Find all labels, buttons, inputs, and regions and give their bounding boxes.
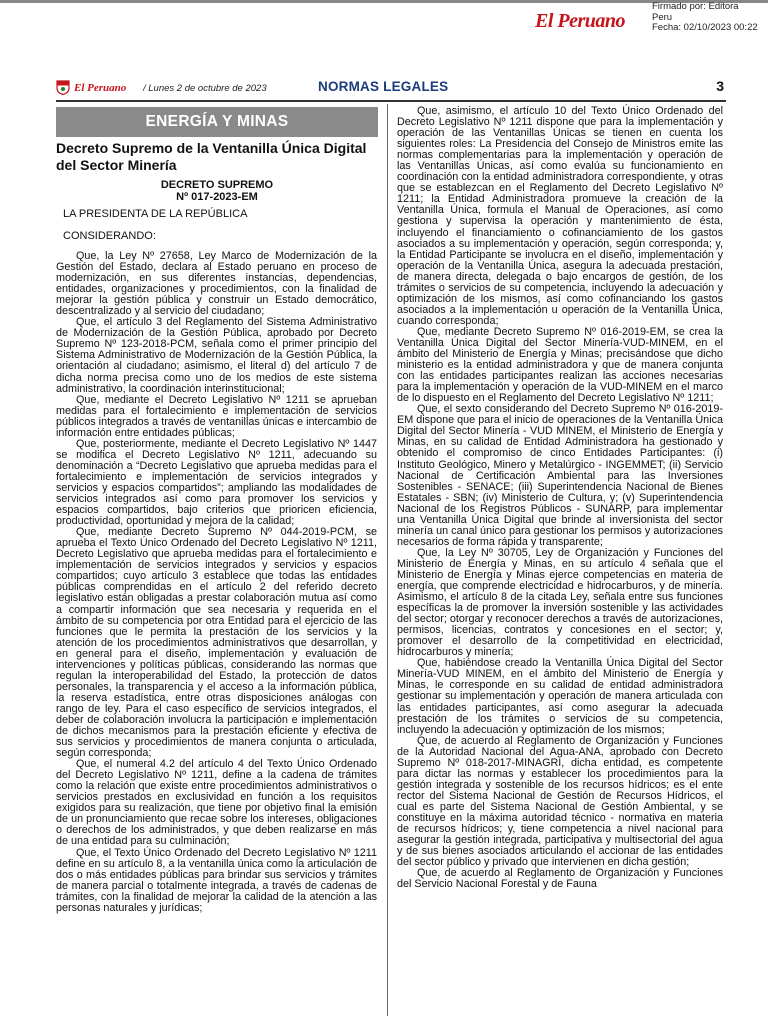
column-divider	[387, 104, 388, 1016]
paragraph: Que, posteriormente, mediante el Decreto Legislativo Nº 1447 se modifica el Decreto Legislativo Nº 1211, adecuando su denominación a “Decreto Legislativo que aprueba medidas para el fortalecimiento e implementación de servicios integrados y servicios y espacios compartidos”; ampliando las modalidades de servicios integrados así como para promover los servicios y espacios compartidos, bajo criterios que prioricen eficiencia, productividad, oportunidad y mejora de la calidad;	[56, 437, 377, 528]
sector-banner: ENERGÍA Y MINAS	[56, 107, 378, 137]
paragraph: Que, habiéndose creado la Ventanilla Única Digital del Sector Minería-VUD MINEM, en el ámbito del Ministerio de Energía y Minas, le corresponde en su calidad de entidad administradora gestionar su implementación y operación de manera articulada con las entidades participantes, así como asegurar la adecuada prestación de los trámites o servicios de su competencia, incluyendo la adecuación y optimización de los mismos;	[397, 657, 723, 736]
paragraph: Que, el Texto Único Ordenado del Decreto Legislativo Nº 1211 define en su artículo 8, a la ventanilla única como la articulación de dos o más entidades públicas para brindar sus servicios y trámites de manera parcial o totalmente integrada, a través de cadenas de trámites, con la finalidad de mejorar la calidad de la atención a las personas naturales y jurídicas;	[56, 846, 377, 914]
header-divider	[56, 100, 726, 102]
paragraph: Que, el sexto considerando del Decreto Supremo Nº 016-2019-EM dispone que para el inicio de operaciones de la Ventanilla Única Digital del Sector Minería - VUD MINEM, el Ministerio de Energía y Minas, en su calidad de Entidad Administradora ha gestionado y obtenido el compromiso de cinco Entidades Participantes: (i) Instituto Geológico, Minero y Metalúrgico - INGEMMET; (ii) Servicio Nacional de Certificación Ambiental para las Inversiones Sostenibles - SENACE; (iii) Superintendencia Nacional de Bienes Estatales - SBN; (iv) Ministerio de Cultura, y; (v) Superintendencia Nacional de los Registros Públicos - SUNARP, para implementar una Ventanilla Única Digital que brinde al inversionista del sector minería un canal único para gestionar los permisos y autorizaciones necesarios de forma rápida y transparente;	[397, 403, 723, 548]
decree-number: Nº 017-2023-EM	[176, 190, 258, 203]
signature-line-2: Peru	[652, 11, 673, 23]
paragraph: Que, asimismo, el artículo 10 del Texto Único Ordenado del Decreto Legislativo Nº 1211 dispone que para la implementación y operación de las Ventanillas Únicas se tienen en cuenta los siguientes roles: La Presidencia del Consejo de Ministros emite las normas complementarias para la implementación y operación de las Ventanillas Únicas, así como evalúa su funcionamiento en coordinación con la entidad administradora correspondiente, y otras que se establezcan en el Reglamento del Decreto Legislativo Nº 1211; la Entidad Administradora promueve la creación de la Ventanilla Única, formula el Manual de Operaciones, así como gestiona y supervisa la operación y mantenimiento de ésta, incluyendo el financiamiento o cofinanciamiento de los gastos asociados a su implementación y operación, según corresponda; y, la Entidad Participante se involucra en el diseño, implementación y operación de la Ventanilla Única, asegura la adecuada prestación, de manera directa, delegada o bajo encargos de gestión, de los trámites o servicios de su competencia, incluyendo la adecuación y optimización de los mismos, así como cofinanciando los gastos asociados a la implementación u operación de la Ventanilla Única, cuando corresponda;	[397, 105, 723, 327]
paragraph: Que, la Ley Nº 30705, Ley de Organización y Funciones del Ministerio de Energía y Minas, en su artículo 4 señala que el Ministerio de Energía y Minas ejerce competencias en materia de energía, que comprende electricidad e hidrocarburos, y de minería. Asimismo, el artículo 8 de la citada Ley, señala entre sus funciones específicas la de promover la inversión sostenible y las actividades del sector; otorgar y reconocer derechos a través de autorizaciones, permisos, licencias, contratos y concesiones en el sector; y, promover el desarrollo de la competitividad en electricidad, hidrocarburos y minería;	[397, 546, 723, 659]
right-column	[397, 106, 723, 890]
paragraph: Que, la Ley Nº 27658, Ley Marco de Modernización de la Gestión del Estado, declara al Estado peruano en proceso de modernización, en sus diferentes instancias, dependencias, entidades, organizaciones y procedimientos, con la finalidad de mejorar la gestión pública y construir un Estado democrático, descentralizado y al servicio del ciudadano;	[56, 250, 377, 318]
paragraph: Que, mediante el Decreto Legislativo Nº 1211 se aprueban medidas para el fortalecimiento e implementación de servicios públicos integrados a través de ventanillas únicas e intercambio de información entre entidades públicas;	[56, 393, 377, 439]
decree-title: Decreto Supremo de la Ventanilla Única Digital del Sector Minería	[56, 140, 367, 173]
signature-line-1: Firmado por: Editora	[652, 1, 739, 12]
decree-heading	[56, 180, 378, 203]
header-brand: El Peruano	[74, 82, 127, 94]
header-date: / Lunes 2 de octubre de 2023	[143, 83, 267, 94]
page-number: 3	[716, 78, 724, 94]
el-peruano-logo: El Peruano	[535, 10, 626, 32]
decree-type: DECRETO SUPREMO	[160, 179, 274, 191]
paragraph: Que, mediante Decreto Supremo Nº 016-2019-EM, se crea la Ventanilla Única Digital del Sector Minería-VUD-MINEM, en el ámbito del Ministerio de Energía y Minas; precisándose que dicho ministerio es la entidad administradora y que de manera conjunta con las entidades participantes realizan las acciones necesarias para la implementación y operación de la VUD-MINEM en el marco de lo dispuesto en el Reglamento del Decreto Legislativo Nº 1211;	[397, 325, 723, 405]
left-column	[56, 251, 377, 914]
signature-line-3: Fecha: 02/10/2023 00:22	[652, 22, 758, 33]
digital-signature	[652, 2, 758, 34]
paragraph: Que, el numeral 4.2 del artículo 4 del Texto Único Ordenado del Decreto Legislativo Nº 1211, define a la cadena de trámites como la relación que existe entre procedimientos administrativos o servicios prestados en exclusividad en función a los requisitos exigidos para su realización, que tiene por objetivo final la emisión de un pronunciamiento que recae sobre los intereses, obligaciones o derechos de los administrados, y que deben realizarse en más de una entidad para su culminación;	[56, 758, 377, 848]
header-section-title: NORMAS LEGALES	[318, 79, 449, 94]
peru-shield-icon	[56, 80, 70, 95]
paragraph: Que, el artículo 3 del Reglamento del Sistema Administrativo de Modernización de la Gestión Pública, aprobado por Decreto Supremo Nº 123-2018-PCM, señala como el primer principio del Sistema Administrativo de Modernización de la Gestión Pública, la orientación al ciudadano; asimismo, el literal d) del artículo 7 de dicha norma precisa como uno de los medios de este sistema administrativo, la coordinación interinstitucional;	[56, 316, 377, 395]
considering-heading: CONSIDERANDO:	[63, 230, 156, 242]
paragraph: Que, mediante Decreto Supremo Nº 044-2019-PCM, se aprueba el Texto Único Ordenado del Decreto Legislativo Nº 1211, Decreto Legislativo que aprueba medidas para el fortalecimiento e implementación de servicios integrados y servicios y espacios compartidos; cuyo artículo 3 establece que todas las entidades públicas comprendidas en el artículo 2 del referido decreto legislativo están obligadas a prestar colaboración mutua así como a compartir información que sea necesaria y requerida en el ámbito de su competencia por otra Entidad para el ejercicio de las funciones que le permita la prestación de los servicios y la atención de los procedimientos administrativos que desarrollan, y en general para el diseño, implementación y evaluación de intervenciones y políticas públicas, considerando las normas que regulan la interoperabilidad del Estado, la protección de datos personales, la transparencia y el acceso a la información pública, la reserva estadística, entre otras disposiciones análogas con rango de ley. Para el caso específico de servicios integrados, el deber de colaboración involucra la participación e implementación de dichos mecanismos para la prestación eficiente y efectiva de sus servicios y procedimientos de manera conjunta o articulada, según corresponda;	[56, 526, 377, 760]
paragraph: Que, de acuerdo al Reglamento de Organización y Funciones del Servicio Nacional Forestal y de Fauna	[397, 867, 723, 891]
issuer-line: LA PRESIDENTA DE LA REPÚBLICA	[63, 208, 248, 220]
paragraph: Que, de acuerdo al Reglamento de Organización y Funciones de la Autoridad Nacional del Agua-ANA, aprobado con Decreto Supremo Nº 018-2017-MINAGRI, dicha entidad, es competente para dictar las normas y establecer los procedimientos para la gestión integrada y sostenible de los recursos hídricos; es el ente rector del Sistema Nacional de Gestión de Recursos Hídricos, el cual es parte del Sistema Nacional de Gestión Ambiental, y se constituye en la máxima autoridad técnico - normativa en materia de recursos hídricos; y, tiene competencia a nivel nacional para asegurar la gestión integrada, participativa y multisectorial del agua y de sus bienes asociados articulando el accionar de las entidades del sector público y privado que intervienen en dicha gestión;	[397, 734, 723, 869]
page-header	[56, 76, 726, 100]
